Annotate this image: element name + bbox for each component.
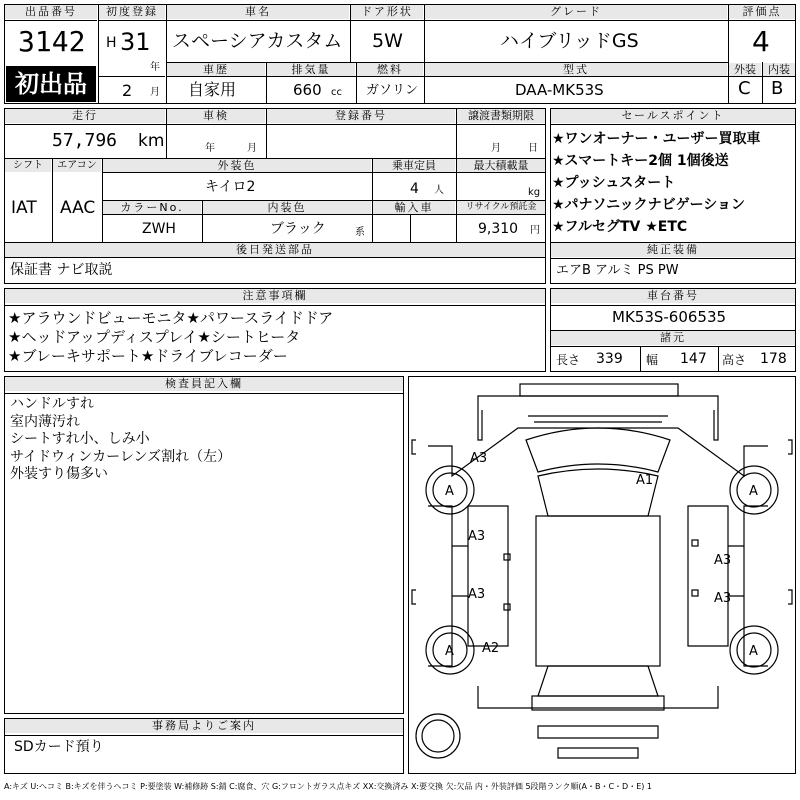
inspector-note: 室内薄汚れ bbox=[10, 413, 80, 430]
sales-point-item: ★スマートキー2個 1個後送 bbox=[552, 153, 729, 169]
car-name-label: 車名 bbox=[167, 5, 349, 19]
door-shape-label: ドア形状 bbox=[351, 5, 423, 19]
caution-item: ★ブレーキサポート★ドライブレコーダー bbox=[8, 347, 288, 365]
first-registration-label: 初度登録 bbox=[99, 5, 165, 19]
wheel-mark: A bbox=[749, 484, 758, 499]
interior-color-unit: 系 bbox=[355, 227, 365, 238]
sales-point-item: ★プッシュスタート bbox=[552, 175, 676, 191]
grade-label: グレード bbox=[425, 5, 727, 19]
aircon-value: AAC bbox=[60, 198, 96, 218]
caution-item: ★ヘッドアップディスプレイ★シートヒータ bbox=[8, 328, 301, 346]
exterior-grade-value: C bbox=[738, 78, 751, 99]
history-label: 車歴 bbox=[167, 63, 265, 76]
exterior-color-value: キイロ2 bbox=[205, 179, 256, 195]
equipment-value: エアB アルミ PS PW bbox=[556, 263, 679, 278]
office-label: 事務局よりご案内 bbox=[5, 719, 403, 733]
year-value: 31 bbox=[120, 28, 151, 56]
legend-text: A:キズ U:ヘコミ B:キズを伴うヘコミ P:要塗装 W:補修跡 S:錆 C:腐食、穴 G:フロントガラス点キズ XX:交換済み X:要交換 欠:欠品 内・外装評価 5段階ランク順(A・B・C・D・E) 1 bbox=[4, 782, 653, 791]
height-value: 178 bbox=[760, 351, 787, 367]
length-label: 長さ bbox=[556, 353, 581, 367]
caution-list bbox=[8, 309, 333, 366]
specs-label: 諸元 bbox=[551, 331, 795, 345]
interior-color-value: ブラック bbox=[270, 221, 326, 237]
score-value: 4 bbox=[752, 25, 770, 58]
recycle-unit: 円 bbox=[530, 225, 540, 236]
later-parts-label: 後日発送部品 bbox=[5, 243, 545, 257]
wheel-mark: A bbox=[445, 644, 454, 659]
chassis-label: 車台番号 bbox=[551, 289, 795, 303]
sales-point-item: ★フルセグTV ★ETC bbox=[552, 219, 688, 235]
inspection-label: 車検 bbox=[167, 109, 265, 123]
capacity-unit: 人 bbox=[434, 185, 444, 196]
mileage-label: 走行 bbox=[5, 109, 165, 123]
max-load-label: 最大積載量 bbox=[457, 159, 545, 172]
mileage-value: 57,796 bbox=[52, 130, 118, 151]
shift-label: シフト bbox=[5, 159, 51, 172]
door-shape-value: 5W bbox=[372, 30, 403, 52]
damage-mark: A2 bbox=[482, 641, 500, 656]
year-unit: 年 bbox=[150, 62, 160, 73]
sales-points-list bbox=[552, 128, 761, 238]
interior-grade-value: B bbox=[771, 78, 784, 99]
transfer-day-unit: 日 bbox=[528, 143, 538, 154]
wheel-mark: A bbox=[445, 484, 454, 499]
damage-mark: A3 bbox=[714, 591, 732, 606]
car-name-value: スペーシアカスタム bbox=[172, 30, 343, 52]
width-value: 147 bbox=[680, 351, 707, 367]
sales-point-item: ★ワンオーナー・ユーザー買取車 bbox=[552, 131, 761, 147]
damage-mark: A1 bbox=[636, 473, 654, 488]
wheel-mark: A bbox=[749, 644, 758, 659]
inspection-month-unit: 月 bbox=[247, 143, 257, 154]
inspector-note: シートすれ小、しみ小 bbox=[10, 431, 150, 447]
caution-item: ★アラウンドビューモニタ★パワースライドドア bbox=[8, 309, 334, 327]
history-value: 自家用 bbox=[188, 80, 237, 99]
model-value: DAA-MK53S bbox=[515, 81, 604, 99]
grade-value: ハイブリッドGS bbox=[500, 30, 639, 52]
capacity-label: 乗車定員 bbox=[373, 159, 455, 172]
transfer-month-unit: 月 bbox=[491, 143, 501, 154]
height-label: 高さ bbox=[722, 353, 747, 367]
interior-grade-label: 内装 bbox=[763, 63, 795, 76]
fuel-value: ガソリン bbox=[366, 83, 419, 98]
capacity-value: 4 bbox=[410, 181, 419, 197]
equipment-label: 純正装備 bbox=[551, 243, 795, 257]
damage-mark: A3 bbox=[470, 451, 488, 466]
mileage-unit: km bbox=[138, 131, 165, 151]
exterior-grade-label: 外装 bbox=[729, 63, 761, 76]
inspector-label: 検査員記入欄 bbox=[5, 377, 403, 391]
inspector-note: 外装すり傷多い bbox=[10, 466, 108, 482]
displacement-unit: cc bbox=[331, 87, 342, 98]
interior-color-label: 内装色 bbox=[203, 201, 371, 214]
shift-value: IAT bbox=[11, 198, 37, 218]
aircon-label: エアコン bbox=[53, 159, 101, 172]
transfer-label: 譲渡書類期限 bbox=[457, 109, 545, 123]
inspector-note: サイドウィンカーレンズ割れ（左） bbox=[10, 448, 232, 465]
damage-mark: A3 bbox=[468, 529, 486, 544]
chassis-value: MK53S-606535 bbox=[612, 308, 727, 326]
recycle-label: リサイクル預託金 bbox=[457, 201, 545, 214]
caution-label: 注意事項欄 bbox=[5, 289, 545, 303]
month-value: 2 bbox=[122, 81, 133, 100]
later-parts-value: 保証書 ナビ取説 bbox=[10, 262, 113, 278]
inspection-year-unit: 年 bbox=[205, 143, 215, 154]
color-number-label: カラーNo. bbox=[103, 201, 201, 214]
exterior-color-label: 外装色 bbox=[103, 159, 371, 172]
inspector-notes bbox=[10, 396, 231, 484]
inspector-note: ハンドルすれ bbox=[10, 396, 94, 412]
length-value: 339 bbox=[596, 351, 623, 367]
displacement-value: 660 bbox=[293, 81, 322, 99]
sales-point-item: ★パナソニックナビゲーション bbox=[552, 197, 746, 213]
max-load-unit: kg bbox=[528, 187, 541, 198]
recycle-value: 9,310 bbox=[478, 221, 519, 237]
displacement-label: 排気量 bbox=[267, 63, 355, 76]
office-value: SDカード預り bbox=[14, 739, 104, 755]
car-diagram bbox=[408, 376, 796, 774]
damage-mark: A3 bbox=[714, 553, 732, 568]
damage-mark: A3 bbox=[468, 587, 486, 602]
score-label: 評価点 bbox=[729, 5, 795, 19]
model-label: 型式 bbox=[425, 63, 727, 76]
color-number-value: ZWH bbox=[142, 221, 176, 237]
import-label: 輸入車 bbox=[373, 201, 455, 214]
plate-label: 登録番号 bbox=[267, 109, 455, 123]
month-unit: 月 bbox=[150, 87, 160, 98]
lot-number-value: 3142 bbox=[18, 25, 86, 58]
fuel-label: 燃料 bbox=[357, 63, 423, 76]
era-value: H bbox=[106, 35, 117, 51]
lot-number-label: 出品番号 bbox=[5, 5, 97, 19]
width-label: 幅 bbox=[646, 353, 659, 367]
first-listing-badge: 初出品 bbox=[6, 66, 96, 102]
sales-points-label: セールスポイント bbox=[551, 109, 795, 123]
